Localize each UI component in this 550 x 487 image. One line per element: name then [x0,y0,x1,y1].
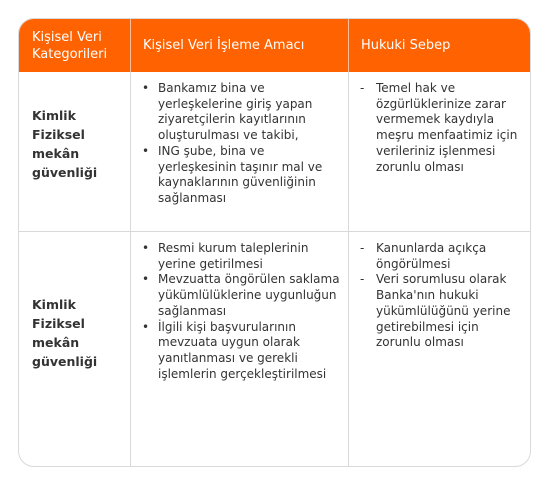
legal-basis-cell [360,81,525,175]
purpose-item: • İlgili kişi başvurularının mevzuata uygun olarak yanıtlanması ve gerekli işlemlerin gerçekleştirilmesi [142,320,342,383]
purpose-list [142,81,342,207]
legal-basis-list [360,81,525,175]
purpose-item: • Mevzuatta öngörülen saklama yükümlülüklerine uygunluğun sağlanması [142,272,342,319]
purpose-cell [142,81,342,207]
category-cell: Kimlik Fiziksel mekân güvenliği [32,297,98,369]
legal-basis-cell [360,241,525,351]
header-legal-basis: Hukuki Sebep [348,19,531,72]
table-row [19,231,530,467]
purpose-cell [142,241,342,382]
purpose-item: • Bankamız bina ve yerleşkelerine giriş yapan ziyaretçilerin kayıtlarının oluşturulması ve takibi, [142,81,342,144]
legal-basis-item: - Temel hak ve özgürlüklerinize zarar vermemek kaydıyla meşru menfaatimiz için verileriniz işlenmesi zorunlu olması [360,81,525,175]
table-row [19,72,530,231]
header-processing-purpose: Kişisel Veri İşleme Amacı [130,19,348,72]
table-header [19,19,530,72]
purpose-item: • Resmi kurum taleplerinin yerine getirilmesi [142,241,342,272]
legal-basis-list [360,241,525,351]
data-processing-table [18,18,531,467]
purpose-item: • ING şube, bina ve yerleşkesinin taşınır mal ve kaynaklarının güvenliğinin sağlanması [142,144,342,207]
legal-basis-item: - Veri sorumlusu olarak Banka'nın hukuki yükümlülüğünü yerine getirebilmesi için zorunlu olması [360,272,525,351]
header-personal-data-categories: Kişisel Veri Kategorileri [32,29,108,62]
purpose-list [142,241,342,382]
legal-basis-item: - Kanunlarda açıkça öngörülmesi [360,241,525,272]
category-cell: Kimlik Fiziksel mekân güvenliği [32,108,98,180]
